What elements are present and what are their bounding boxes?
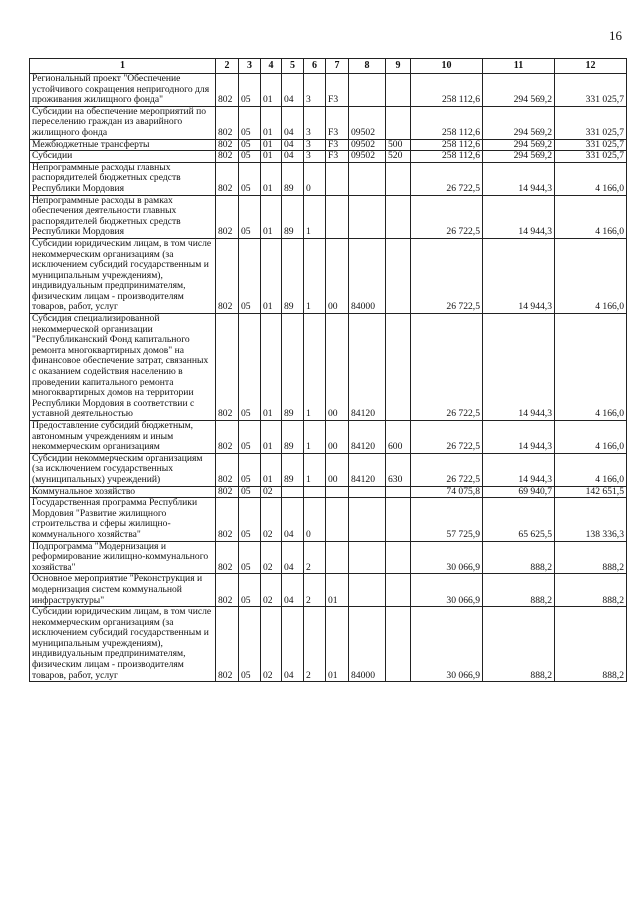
table-row bbox=[30, 74, 627, 107]
code-section: 05 bbox=[239, 607, 261, 682]
budget-table bbox=[29, 58, 627, 682]
code-program: 89 bbox=[282, 314, 304, 421]
code-event: 01 bbox=[326, 607, 349, 682]
code-expense-type bbox=[386, 498, 411, 541]
code-subprogram: 3 bbox=[304, 151, 326, 163]
code-direction: 84000 bbox=[349, 238, 386, 313]
code-expense-type: 600 bbox=[386, 421, 411, 454]
code-subsection: 02 bbox=[261, 607, 282, 682]
column-header-7: 7 bbox=[326, 59, 349, 74]
code-program: 04 bbox=[282, 106, 304, 139]
code-expense-type bbox=[386, 574, 411, 607]
code-program: 04 bbox=[282, 74, 304, 107]
code-direction bbox=[349, 498, 386, 541]
amount-year-2: 14 944,3 bbox=[483, 453, 555, 486]
code-subsection: 02 bbox=[261, 498, 282, 541]
amount-year-2: 14 944,3 bbox=[483, 421, 555, 454]
code-expense-type bbox=[386, 541, 411, 574]
code-direction: 84120 bbox=[349, 314, 386, 421]
code-section: 05 bbox=[239, 314, 261, 421]
code-program: 04 bbox=[282, 151, 304, 163]
code-admin: 802 bbox=[216, 139, 239, 151]
amount-year-1: 26 722,5 bbox=[411, 314, 483, 421]
page-number: 16 bbox=[609, 28, 622, 43]
amount-year-2: 888,2 bbox=[483, 574, 555, 607]
code-subsection: 01 bbox=[261, 162, 282, 195]
item-name: Предоставление субсидий бюджетным, автономным учреждениям и иным некоммерческим организациям bbox=[30, 421, 216, 454]
item-name: Непрограммные расходы в рамках обеспечения деятельности главных распорядителей бюджетных средств Республики Мордовия bbox=[30, 195, 216, 238]
code-admin: 802 bbox=[216, 607, 239, 682]
code-expense-type bbox=[386, 607, 411, 682]
code-program: 04 bbox=[282, 541, 304, 574]
amount-year-1: 30 066,9 bbox=[411, 574, 483, 607]
amount-year-1: 258 112,6 bbox=[411, 106, 483, 139]
column-header-3: 3 bbox=[239, 59, 261, 74]
item-name: Непрограммные расходы главных распорядителей бюджетных средств Республики Мордовия bbox=[30, 162, 216, 195]
code-subprogram bbox=[304, 486, 326, 498]
code-direction: 84000 bbox=[349, 607, 386, 682]
code-admin: 802 bbox=[216, 238, 239, 313]
code-expense-type bbox=[386, 162, 411, 195]
code-subsection: 02 bbox=[261, 541, 282, 574]
code-subsection: 02 bbox=[261, 574, 282, 607]
code-subprogram: 1 bbox=[304, 453, 326, 486]
code-expense-type bbox=[386, 486, 411, 498]
code-expense-type: 500 bbox=[386, 139, 411, 151]
amount-year-3: 331 025,7 bbox=[555, 74, 627, 107]
code-event bbox=[326, 162, 349, 195]
header-row bbox=[30, 59, 627, 74]
column-header-1: 1 bbox=[30, 59, 216, 74]
code-direction bbox=[349, 74, 386, 107]
table-row bbox=[30, 314, 627, 421]
column-header-8: 8 bbox=[349, 59, 386, 74]
table-row bbox=[30, 453, 627, 486]
amount-year-3: 331 025,7 bbox=[555, 106, 627, 139]
code-section: 05 bbox=[239, 421, 261, 454]
amount-year-2: 294 569,2 bbox=[483, 151, 555, 163]
item-name: Субсидии bbox=[30, 151, 216, 163]
code-program: 89 bbox=[282, 453, 304, 486]
code-event bbox=[326, 498, 349, 541]
code-direction: 84120 bbox=[349, 453, 386, 486]
code-section: 05 bbox=[239, 541, 261, 574]
amount-year-3: 4 166,0 bbox=[555, 195, 627, 238]
code-event: F3 bbox=[326, 151, 349, 163]
code-subsection: 01 bbox=[261, 106, 282, 139]
code-expense-type bbox=[386, 238, 411, 313]
code-direction bbox=[349, 195, 386, 238]
code-expense-type: 520 bbox=[386, 151, 411, 163]
code-subsection: 01 bbox=[261, 139, 282, 151]
amount-year-1: 26 722,5 bbox=[411, 162, 483, 195]
code-event bbox=[326, 541, 349, 574]
table-row bbox=[30, 541, 627, 574]
amount-year-2: 69 940,7 bbox=[483, 486, 555, 498]
amount-year-2: 65 625,5 bbox=[483, 498, 555, 541]
amount-year-1: 258 112,6 bbox=[411, 151, 483, 163]
amount-year-2: 14 944,3 bbox=[483, 195, 555, 238]
code-subprogram: 3 bbox=[304, 106, 326, 139]
code-event: F3 bbox=[326, 74, 349, 107]
table-body bbox=[30, 74, 627, 682]
code-expense-type bbox=[386, 314, 411, 421]
table-row bbox=[30, 574, 627, 607]
amount-year-3: 4 166,0 bbox=[555, 421, 627, 454]
item-name: Межбюджетные трансферты bbox=[30, 139, 216, 151]
code-admin: 802 bbox=[216, 453, 239, 486]
item-name: Субсидии юридическим лицам, в том числе некоммерческим организациям (за исключением субсидий государственным и муниципальным учреждениям), индивидуальным предпринимателям, физическим лицам - производителям товаров, работ, услуг bbox=[30, 607, 216, 682]
code-admin: 802 bbox=[216, 541, 239, 574]
table-row bbox=[30, 106, 627, 139]
amount-year-2: 888,2 bbox=[483, 607, 555, 682]
code-subprogram: 0 bbox=[304, 498, 326, 541]
amount-year-3: 138 336,3 bbox=[555, 498, 627, 541]
code-subprogram: 2 bbox=[304, 607, 326, 682]
amount-year-1: 26 722,5 bbox=[411, 453, 483, 486]
code-subprogram: 3 bbox=[304, 74, 326, 107]
item-name: Субсидии некоммерческим организациям (за исключением государственных (муниципальных) учреждений) bbox=[30, 453, 216, 486]
amount-year-3: 142 651,5 bbox=[555, 486, 627, 498]
code-direction bbox=[349, 162, 386, 195]
code-program: 04 bbox=[282, 498, 304, 541]
table-row bbox=[30, 486, 627, 498]
table-row bbox=[30, 421, 627, 454]
code-subprogram: 1 bbox=[304, 421, 326, 454]
code-admin: 802 bbox=[216, 195, 239, 238]
code-program: 89 bbox=[282, 195, 304, 238]
code-section: 05 bbox=[239, 238, 261, 313]
column-header-2: 2 bbox=[216, 59, 239, 74]
code-direction: 09502 bbox=[349, 139, 386, 151]
column-header-4: 4 bbox=[261, 59, 282, 74]
item-name: Субсидии на обеспечение мероприятий по переселению граждан из аварийного жилищного фонда bbox=[30, 106, 216, 139]
code-subprogram: 1 bbox=[304, 195, 326, 238]
code-program: 04 bbox=[282, 139, 304, 151]
item-name: Государственная программа Республики Мордовия "Развитие жилищного строительства и сферы жилищно-коммунального хозяйства" bbox=[30, 498, 216, 541]
code-subprogram: 0 bbox=[304, 162, 326, 195]
code-direction: 84120 bbox=[349, 421, 386, 454]
column-header-11: 11 bbox=[483, 59, 555, 74]
code-admin: 802 bbox=[216, 162, 239, 195]
table-row bbox=[30, 498, 627, 541]
amount-year-3: 4 166,0 bbox=[555, 314, 627, 421]
code-section: 05 bbox=[239, 486, 261, 498]
amount-year-2: 294 569,2 bbox=[483, 139, 555, 151]
amount-year-2: 294 569,2 bbox=[483, 74, 555, 107]
code-event: F3 bbox=[326, 139, 349, 151]
code-program: 89 bbox=[282, 238, 304, 313]
table-row bbox=[30, 607, 627, 682]
table-row bbox=[30, 238, 627, 313]
code-event: 00 bbox=[326, 421, 349, 454]
code-event: 00 bbox=[326, 238, 349, 313]
code-subsection: 01 bbox=[261, 314, 282, 421]
amount-year-2: 14 944,3 bbox=[483, 238, 555, 313]
code-section: 05 bbox=[239, 162, 261, 195]
amount-year-2: 14 944,3 bbox=[483, 314, 555, 421]
code-event: F3 bbox=[326, 106, 349, 139]
code-section: 05 bbox=[239, 574, 261, 607]
code-admin: 802 bbox=[216, 314, 239, 421]
item-name: Региональный проект "Обеспечение устойчивого сокращения непригодного для проживания жилищного фонда" bbox=[30, 74, 216, 107]
amount-year-1: 30 066,9 bbox=[411, 607, 483, 682]
amount-year-3: 4 166,0 bbox=[555, 453, 627, 486]
code-program: 89 bbox=[282, 421, 304, 454]
column-header-5: 5 bbox=[282, 59, 304, 74]
column-header-10: 10 bbox=[411, 59, 483, 74]
amount-year-2: 294 569,2 bbox=[483, 106, 555, 139]
code-section: 05 bbox=[239, 151, 261, 163]
code-event: 01 bbox=[326, 574, 349, 607]
code-subprogram: 2 bbox=[304, 541, 326, 574]
code-direction bbox=[349, 486, 386, 498]
amount-year-3: 4 166,0 bbox=[555, 162, 627, 195]
amount-year-3: 331 025,7 bbox=[555, 139, 627, 151]
code-admin: 802 bbox=[216, 74, 239, 107]
code-admin: 802 bbox=[216, 498, 239, 541]
code-section: 05 bbox=[239, 74, 261, 107]
code-program: 04 bbox=[282, 574, 304, 607]
code-program: 89 bbox=[282, 162, 304, 195]
code-admin: 802 bbox=[216, 106, 239, 139]
item-name: Основное мероприятие "Реконструкция и модернизация систем коммунальной инфраструктуры" bbox=[30, 574, 216, 607]
code-subsection: 02 bbox=[261, 486, 282, 498]
code-program: 04 bbox=[282, 607, 304, 682]
code-subprogram: 2 bbox=[304, 574, 326, 607]
code-subsection: 01 bbox=[261, 195, 282, 238]
amount-year-1: 57 725,9 bbox=[411, 498, 483, 541]
code-event bbox=[326, 195, 349, 238]
amount-year-1: 26 722,5 bbox=[411, 238, 483, 313]
code-subsection: 01 bbox=[261, 74, 282, 107]
code-subprogram: 1 bbox=[304, 314, 326, 421]
code-direction bbox=[349, 574, 386, 607]
code-subprogram: 1 bbox=[304, 238, 326, 313]
code-subprogram: 3 bbox=[304, 139, 326, 151]
code-admin: 802 bbox=[216, 486, 239, 498]
code-subsection: 01 bbox=[261, 238, 282, 313]
amount-year-1: 258 112,6 bbox=[411, 74, 483, 107]
amount-year-1: 26 722,5 bbox=[411, 421, 483, 454]
table-row bbox=[30, 162, 627, 195]
code-expense-type: 630 bbox=[386, 453, 411, 486]
code-admin: 802 bbox=[216, 574, 239, 607]
code-section: 05 bbox=[239, 498, 261, 541]
code-event: 00 bbox=[326, 314, 349, 421]
amount-year-3: 4 166,0 bbox=[555, 238, 627, 313]
code-program bbox=[282, 486, 304, 498]
table-row bbox=[30, 139, 627, 151]
code-event: 00 bbox=[326, 453, 349, 486]
column-header-9: 9 bbox=[386, 59, 411, 74]
amount-year-3: 888,2 bbox=[555, 574, 627, 607]
item-name: Коммунальное хозяйство bbox=[30, 486, 216, 498]
amount-year-3: 888,2 bbox=[555, 541, 627, 574]
code-section: 05 bbox=[239, 453, 261, 486]
amount-year-3: 888,2 bbox=[555, 607, 627, 682]
code-subsection: 01 bbox=[261, 421, 282, 454]
code-event bbox=[326, 486, 349, 498]
table-row bbox=[30, 195, 627, 238]
column-header-12: 12 bbox=[555, 59, 627, 74]
code-admin: 802 bbox=[216, 151, 239, 163]
code-direction: 09502 bbox=[349, 106, 386, 139]
amount-year-1: 30 066,9 bbox=[411, 541, 483, 574]
code-direction bbox=[349, 541, 386, 574]
item-name: Субсидия специализированной некоммерческой организации "Республиканский Фонд капитального ремонта многоквартирных домов" на финансовое обеспечение затрат, связанных с оказанием содействия населению в проведении капитального ремонта многоквартирных домов на территории Республики Мордовия в соответствии с уставной деятельностью bbox=[30, 314, 216, 421]
item-name: Субсидии юридическим лицам, в том числе некоммерческим организациям (за исключением субсидий государственным и муниципальным учреждениям), индивидуальным предпринимателям, физическим лицам - производителям товаров, работ, услуг bbox=[30, 238, 216, 313]
amount-year-2: 888,2 bbox=[483, 541, 555, 574]
amount-year-1: 258 112,6 bbox=[411, 139, 483, 151]
code-expense-type bbox=[386, 74, 411, 107]
amount-year-1: 26 722,5 bbox=[411, 195, 483, 238]
code-expense-type bbox=[386, 195, 411, 238]
table-row bbox=[30, 151, 627, 163]
column-header-6: 6 bbox=[304, 59, 326, 74]
amount-year-2: 14 944,3 bbox=[483, 162, 555, 195]
code-section: 05 bbox=[239, 106, 261, 139]
code-admin: 802 bbox=[216, 421, 239, 454]
code-section: 05 bbox=[239, 139, 261, 151]
code-subsection: 01 bbox=[261, 151, 282, 163]
item-name: Подпрограмма "Модернизация и реформирование жилищно-коммунального хозяйства" bbox=[30, 541, 216, 574]
amount-year-1: 74 075,8 bbox=[411, 486, 483, 498]
code-section: 05 bbox=[239, 195, 261, 238]
code-direction: 09502 bbox=[349, 151, 386, 163]
code-subsection: 01 bbox=[261, 453, 282, 486]
amount-year-3: 331 025,7 bbox=[555, 151, 627, 163]
code-expense-type bbox=[386, 106, 411, 139]
